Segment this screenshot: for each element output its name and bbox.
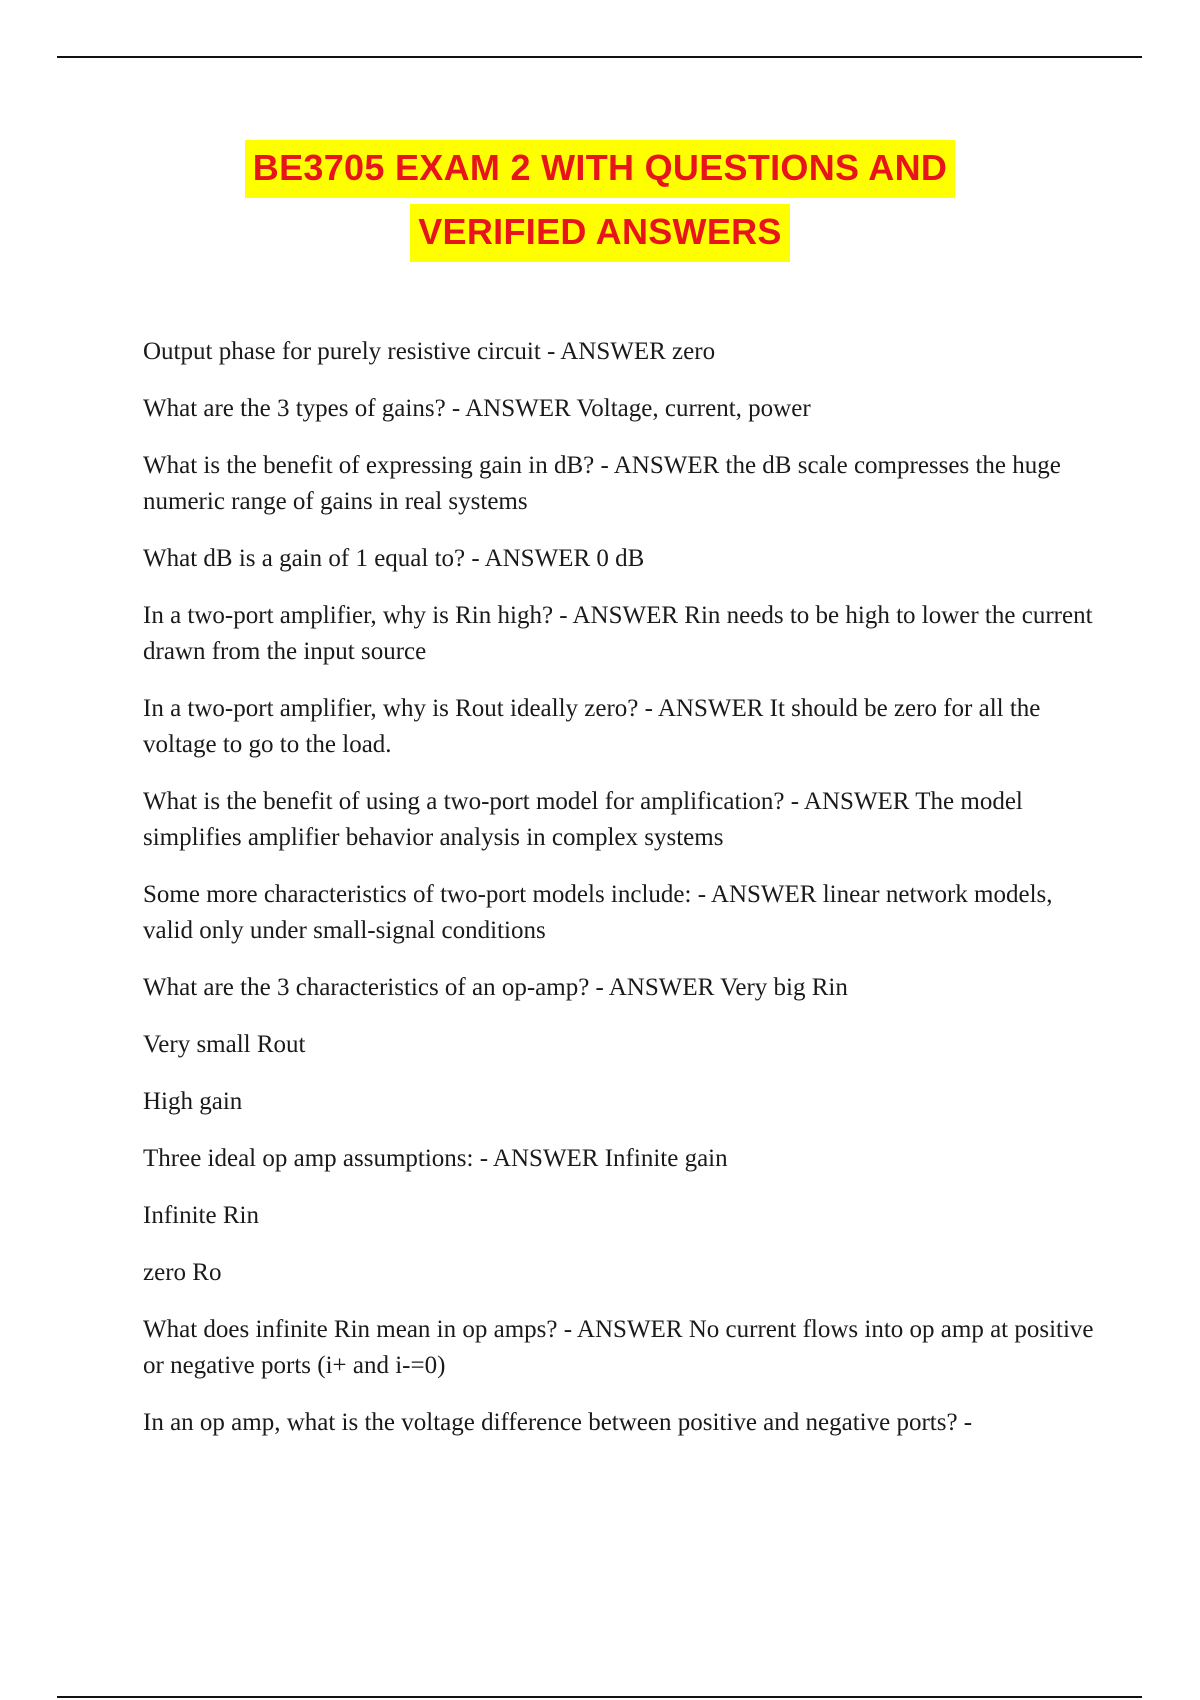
qa-content (143, 334, 1103, 1462)
qa-paragraph: Three ideal op amp assumptions: - ANSWER Infinite gain (143, 1145, 728, 1172)
qa-paragraph: Output phase for purely resistive circuit - ANSWER zero (143, 338, 716, 365)
qa-paragraph: What dB is a gain of 1 equal to? - ANSWER 0 dB (143, 545, 645, 572)
qa-paragraph: Infinite Rin (143, 1202, 259, 1229)
qa-paragraph: zero Ro (143, 1259, 222, 1286)
qa-paragraph: In an op amp, what is the voltage difference between positive and negative ports? - (143, 1409, 973, 1436)
bottom-rule (57, 1696, 1142, 1698)
qa-paragraph: In a two-port amplifier, why is Rout ideally zero? - ANSWER It should be zero for all the voltage to go to the load. (143, 695, 1041, 758)
title-line-1: BE3705 EXAM 2 WITH QUESTIONS AND (245, 140, 955, 198)
qa-paragraph: Very small Rout (143, 1031, 306, 1058)
qa-paragraph: What does infinite Rin mean in op amps? - ANSWER No current flows into op amp at positive or negative ports (i+ and i-=0) (143, 1316, 1094, 1379)
qa-paragraph: What is the benefit of using a two-port model for amplification? - ANSWER The model simplifies amplifier behavior analysis in complex systems (143, 788, 1023, 851)
title-line-2: VERIFIED ANSWERS (410, 204, 790, 262)
qa-paragraph: High gain (143, 1088, 243, 1115)
qa-paragraph: Some more characteristics of two-port models include: - ANSWER linear network models, valid only under small-signal conditions (143, 881, 1053, 944)
qa-paragraph: What are the 3 characteristics of an op-amp? - ANSWER Very big Rin (143, 974, 848, 1001)
qa-paragraph: What are the 3 types of gains? - ANSWER Voltage, current, power (143, 395, 811, 422)
document-title (0, 140, 1200, 262)
qa-paragraph: What is the benefit of expressing gain in dB? - ANSWER the dB scale compresses the huge numeric range of gains in real systems (143, 452, 1061, 515)
top-rule (57, 56, 1142, 58)
qa-paragraph: In a two-port amplifier, why is Rin high? - ANSWER Rin needs to be high to lower the current drawn from the input source (143, 602, 1093, 665)
